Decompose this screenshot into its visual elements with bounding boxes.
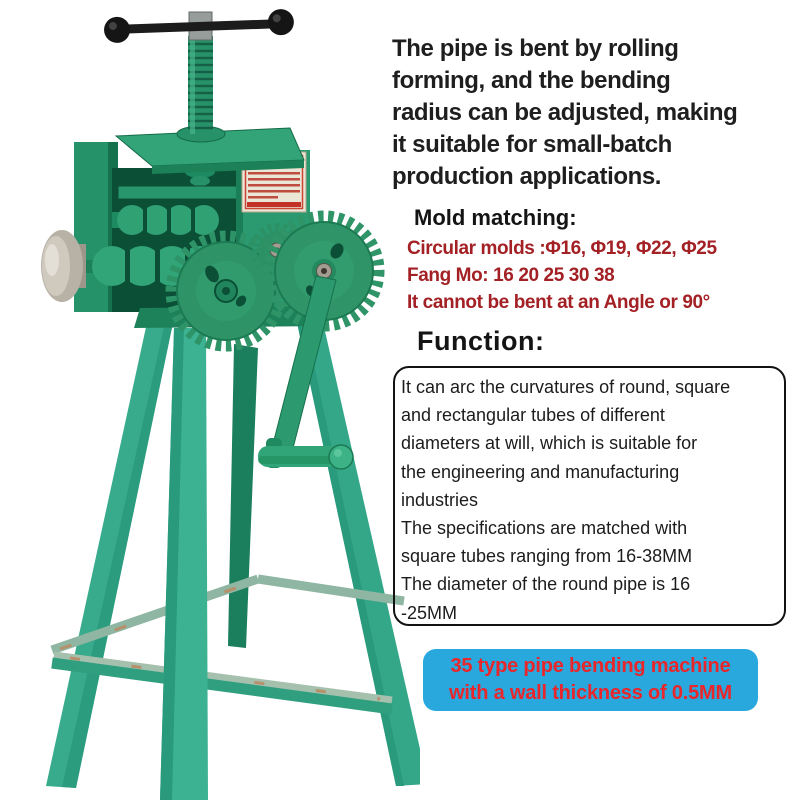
stand-legs — [46, 318, 420, 788]
front-leg — [160, 328, 208, 800]
brace-front-top — [54, 655, 392, 700]
text-line: The pipe is bent by rolling — [392, 35, 679, 62]
badge-line: with a wall thickness of 0.5MM — [449, 682, 732, 704]
function-description-box — [393, 366, 786, 626]
upper-grooved-roller — [112, 205, 219, 235]
brace-front-face — [52, 663, 392, 709]
mold-matching-heading: Mold matching: — [414, 205, 577, 230]
text-line: diameters at will, which is suitable for — [401, 433, 698, 454]
screw-washer-2 — [190, 176, 210, 186]
text-line: forming, and the bending — [392, 67, 671, 94]
text-line: square tubes ranging from 16-38MM — [401, 546, 693, 567]
text-line: production applications. — [392, 163, 662, 190]
text-line: it suitable for small-batch — [392, 131, 672, 158]
text-line: -25MM — [401, 602, 458, 623]
upper-die-beam — [118, 186, 244, 199]
badge-line: 35 type pipe bending machine — [450, 655, 731, 677]
text-line: It can arc the curvatures of round, square — [401, 377, 731, 397]
function-heading: Function: — [417, 326, 545, 356]
left-leg-shade — [62, 318, 174, 788]
intro-paragraph — [392, 33, 737, 193]
back-leg — [228, 344, 258, 648]
text-line: radius can be adjusted, making — [392, 99, 738, 126]
text-line: the engineering and manufacturing — [401, 461, 680, 482]
mold-spec-circular: Circular molds :Φ16, Φ19, Φ22, Φ25 — [407, 238, 717, 259]
text-line: The specifications are matched with — [401, 518, 688, 539]
mold-spec-lines — [407, 235, 717, 316]
right-leg-shade — [296, 318, 404, 786]
mold-spec-note: It cannot be bent at an Angle or 90° — [407, 292, 710, 313]
text-line: and rectangular tubes of different — [401, 405, 665, 426]
mold-spec-square: Fang Mo: 16 20 25 30 38 — [407, 265, 615, 286]
text-line: industries — [401, 489, 479, 510]
product-type-badge — [423, 649, 758, 711]
text-line: The diameter of the round pipe is 16 — [401, 574, 691, 595]
